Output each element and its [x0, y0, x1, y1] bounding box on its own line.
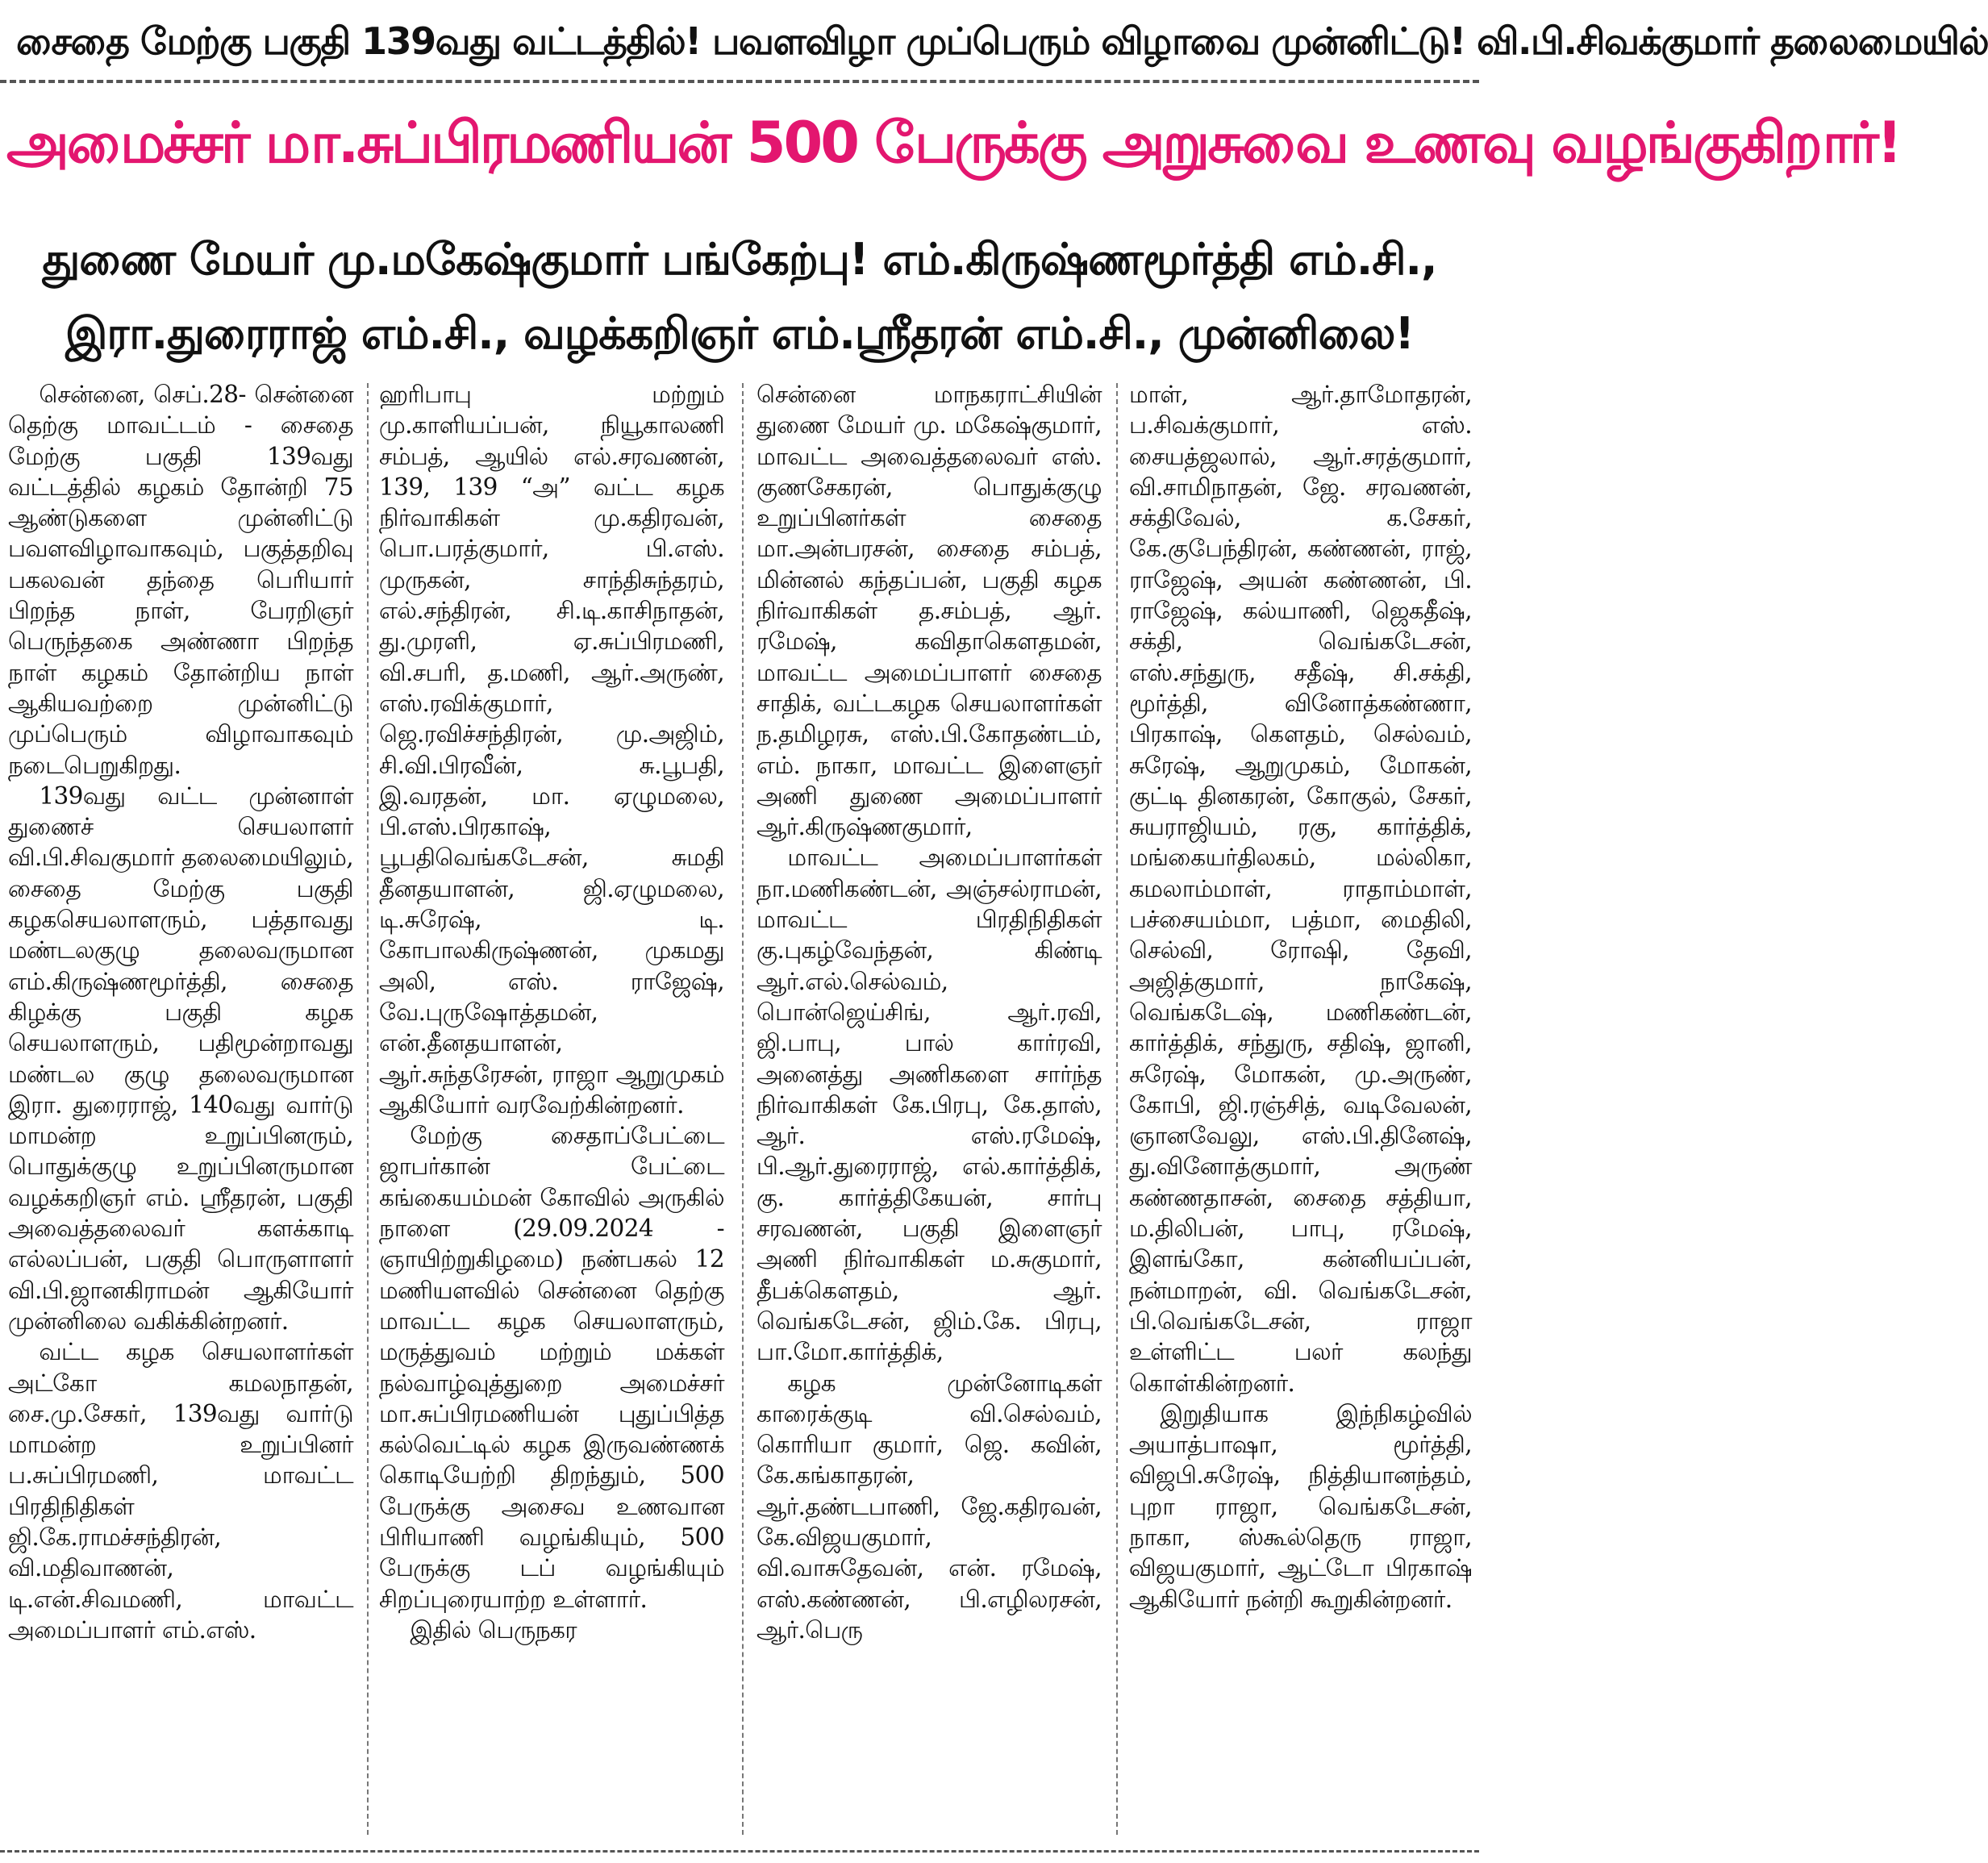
paragraph: வட்ட கழக செயலாளர்கள் அட்கோ கமலநாதன், சை.மு.சேகர், 139வது வார்டு மாமன்ற உறுப்பினர் ப.சுப்பிரமணி, மாவட்ட பிரதிநிதிகள் ஜி.கே.ராமச்சந்திரன், வி.மதிவாணன், டி.என்.சிவமணி, மாவட்ட அமைப்பாளர் எம்.எஸ். [8, 1338, 353, 1644]
paragraph: கழக முன்னோடிகள் காரைக்குடி வி.செல்வம், கொரியா குமார், ஜெ. கவின், கே.கங்காதரன், ஆர்.தண்டபாணி, ஜே.கதிரவன், கே.விஜயகுமார், வி.வாசுதேவன், என். ரமேஷ், எஸ்.கண்ணன், பி.எழிலரசன், ஆர்.பெரு [756, 1369, 1102, 1644]
paragraph: 139வது வட்ட முன்னாள் துணைச் செயலாளர் வி.பி.சிவகுமார் தலைமையிலும், சைதை மேற்கு பகுதி கழகசெயலாளரும், பத்தாவது மண்டலகுழு தலைவருமான எம்.கிருஷ்ணமூர்த்தி, சைதை கிழக்கு பகுதி கழக செயலாளரும், பதிமூன்றாவது மண்டல குழு தலைவருமான இரா. துரைராஜ், 140வது வார்டு மாமன்ற உறுப்பினரும், பொதுக்குழு உறுப்பினருமான வழக்கறிஞர் எம். ஸ்ரீதரன், பகுதி அவைத்தலைவர் களக்காடி எல்லப்பன், பகுதி பொருளாளர் வி.பி.ஜானகிராமன் ஆகியோர் முன்னிலை வகிக்கின்றனர். [8, 781, 353, 1335]
paragraph: சென்னை, செப்.28- சென்னை தெற்கு மாவட்டம் - சைதை மேற்கு பகுதி 139வது வட்டத்தில் கழகம் தோன்றி 75 ஆண்டுகளை முன்னிட்டு பவளவிழாவாகவும், பகுத்தறிவு பகலவன் தந்தை பெரியார் பிறந்த நாள், பேரறிஞர் பெருந்தகை அண்ணா பிறந்த நாள் கழகம் தோன்றிய நாள் ஆகியவற்றை முன்னிட்டு முப்பெரும் விழாவாகவும் நடைபெறுகிறது. [8, 381, 353, 779]
paragraph: இறுதியாக இந்நிகழ்வில் அயாத்பாஷா, மூர்த்தி, விஜபி.சுரேஷ், நித்தியானந்தம், புறா ராஜா, வெங்கடேசன், நாகா, ஸ்கூல்தெரு ராஜா, விஜயகுமார், ஆட்டோ பிரகாஷ் ஆகியோர் நன்றி கூறுகின்றனர். [1129, 1399, 1472, 1613]
subhead-line-2: இரா.துரைராஜ் எம்.சி., வழக்கறிஞர் எம்.ஸ்ரீதரன் எம்.சி., முன்னிலை! [65, 308, 1415, 359]
paragraph: மாள், ஆர்.தாமோதரன், ப.சிவக்குமார், எஸ். சையத்ஜலால், ஆர்.சரத்குமார், வி.சாமிநாதன், ஜே. சரவணன், சக்திவேல், க.சேகர், கே.குபேந்திரன், கண்ணன், ராஜ், ராஜேஷ், அயன் கண்ணன், பி. ராஜேஷ், கல்யாணி, ஜெகதீஷ், சக்தி, வெங்கடேசன், எஸ்.சந்துரு, சதீஷ், சி.சக்தி, மூர்த்தி, வினோத்கண்ணா, பிரகாஷ், கௌதம், செல்வம், சுரேஷ், ஆறுமுகம், மோகன், குட்டி தினகரன், கோகுல், சேகர், சுயராஜியம், ரகு, கார்த்திக், மங்கையர்திலகம், மல்லிகா, கமலாம்மாள், ராதாம்மாள், பச்சையம்மா, பத்மா, மைதிலி, செல்வி, ரோஷி, தேவி, அஜித்குமார், நாகேஷ், வெங்கடேஷ், மணிகண்டன், கார்த்திக், சந்துரு, சதிஷ், ஜானி, சுரேஷ், மோகன், மு.அருண், கோபி, ஜி.ரஞ்சித், வடிவேலன், ஞானவேலு, எஸ்.பி.தினேஷ், து.வினோத்குமார், அருண் கண்ணதாசன், சைதை சத்தியா, ம.திலிபன், பாபு, ரமேஷ், இளங்கோ, கன்னியப்பன், நன்மாறன், வி. வெங்கடேசன், பி.வெங்கடேசன், ராஜா உள்ளிட்ட பலர் கலந்து கொள்கின்றனர். [1129, 381, 1472, 1397]
headline: அமைச்சர் மா.சுப்பிரமணியன் 500 பேருக்கு அறுசுவை உணவு வழங்குகிறார்! [6, 110, 1900, 176]
paragraph: சென்னை மாநகராட்சியின் துணை மேயர் மு. மகேஷ்குமார், மாவட்ட அவைத்தலைவர் எஸ். குணசேகரன், பொதுக்குழு உறுப்பினர்கள் சைதை மா.அன்பரசன், சைதை சம்பத், மின்னல் கந்தப்பன், பகுதி கழக நிர்வாகிகள் த.சம்பத், ஆர். ரமேஷ், கவிதாகௌதமன், மாவட்ட அமைப்பாளர் சைதை சாதிக், வட்டகழக செயலாளர்கள் ந.தமிழரசு, எஸ்.பி.கோதண்டம், எம். நாகா, மாவட்ட இளைஞர் அணி துணை அமைப்பாளர் ஆர்.கிருஷ்ணகுமார், [756, 381, 1102, 841]
article-column-4 [1129, 379, 1472, 1839]
column-divider [367, 383, 369, 1835]
top-dashed-rule [0, 80, 1479, 83]
paragraph: மாவட்ட அமைப்பாளர்கள் நா.மணிகண்டன், அஞ்சல்ராமன், மாவட்ட பிரதிநிதிகள் கு.புகழ்வேந்தன், கிண்டி ஆர்.எல்.செல்வம், பொன்ஜெய்சிங், ஆர்.ரவி, ஜி.பாபு, பால் கார்ரவி, அனைத்து அணிகளை சார்ந்த நிர்வாகிகள் கே.பிரபு, கே.தாஸ், ஆர். எஸ்.ரமேஷ், பி.ஆர்.துரைராஜ், எல்.கார்த்திக், கு. கார்த்திகேயன், சார்பு சரவணன், பகுதி இளைஞர் அணி நிர்வாகிகள் ம.சுகுமார், தீபக்கௌதம், ஆர். வெங்கடேசன், ஜிம்.கே. பிரபு, பா.மோ.கார்த்திக், [756, 844, 1102, 1366]
bottom-dashed-rule [0, 1850, 1479, 1853]
column-divider [1116, 383, 1118, 1835]
article-column-1 [8, 379, 353, 1839]
paragraph: இதில் பெருநகர [410, 1615, 577, 1644]
paragraph: ஹரிபாபு மற்றும் மு.காளியப்பன், நியூகாலணி சம்பத், ஆயில் எல்.சரவணன், 139, 139 “அ” வட்ட கழக நிர்வாகிகள் மு.கதிரவன், பொ.பரத்குமார், பி.எஸ். முருகன், சாந்திசுந்தரம், எல்.சந்திரன், சி.டி.காசிநாதன், து.முரளி, ஏ.சுப்பிரமணி, வி.சபரி, த.மணி, ஆர்.அருண், எஸ்.ரவிக்குமார், ஜெ.ரவிச்சந்திரன், மு.அஜிம், சி.வி.பிரவீன், சு.பூபதி, இ.வரதன், மா. ஏழுமலை, பி.எஸ்.பிரகாஷ், பூபதிவெங்கடேசன், சுமதி தீனதயாளன், ஜி.ஏழுமலை, டி.சுரேஷ், டி. கோபாலகிருஷ்ணன், முகமது அலி, எஸ். ராஜேஷ், வே.புருஷோத்தமன், என்.தீனதயாளன், ஆர்.சுந்தரேசன், ராஜா ஆறுமுகம் ஆகியோர் வரவேற்கின்றனர். [379, 381, 724, 1119]
paragraph: மேற்கு சைதாப்பேட்டை ஜாபர்கான் பேட்டை கங்கையம்மன் கோவில் அருகில் நாளை (29.09.2024 - ஞாயிற்றுகிழமை) நண்பகல் 12 மணியளவில் சென்னை தெற்கு மாவட்ட கழக செயலாளரும், மருத்துவம் மற்றும் மக்கள் நல்வாழ்வுத்துறை அமைச்சர் மா.சுப்பிரமணியன் புதுப்பித்த கல்வெட்டில் கழக இருவண்ணக் கொடியேற்றி திறந்தும், 500 பேருக்கு அசைவ உணவான பிரியாணி வழங்கியும், 500 பேருக்கு டப் வழங்கியும் சிறப்புரையாற்ற உள்ளார். [379, 1122, 724, 1613]
subhead-line-1: துணை மேயர் மு.மகேஷ்குமார் பங்கேற்பு! எம்.கிருஷ்ணமூர்த்தி எம்.சி., [42, 234, 1437, 285]
article-column-3 [756, 379, 1102, 1839]
article-column-2 [379, 379, 724, 1839]
column-divider [742, 383, 744, 1835]
kicker-line: சைதை மேற்கு பகுதி 139வது வட்டத்தில்! பவளவிழா முப்பெரும் விழாவை முன்னிட்டு! வி.பி.சிவக்குமார் தலைமையில் [16, 19, 1988, 63]
